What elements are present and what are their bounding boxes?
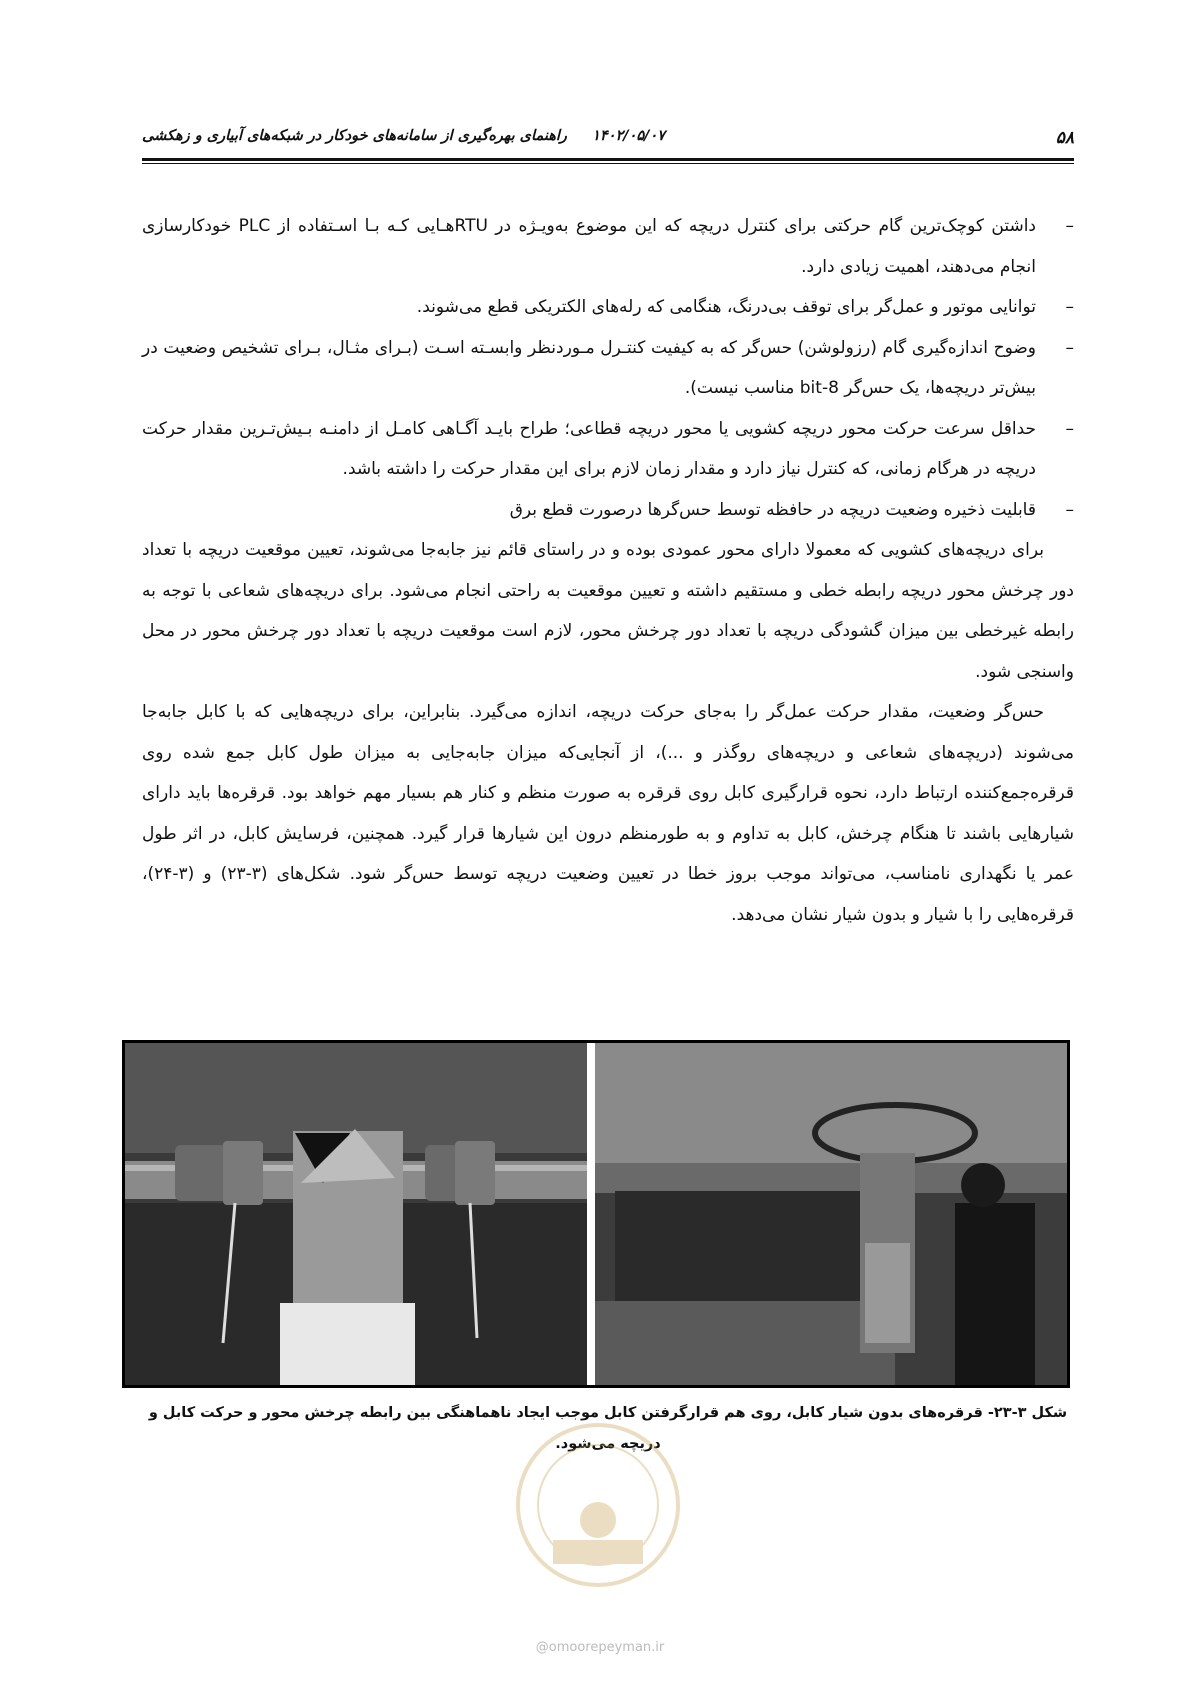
bullet-item — [142, 206, 1074, 287]
header-title: راهنمای بهره‌گیری از سامانه‌های خودکار در شبکه‌های آبیاری و زهکشی — [142, 128, 567, 144]
header-date: ۱۴۰۲/۰۵/۰۷ — [592, 128, 666, 144]
page-header — [142, 128, 1074, 150]
bullet-dash: – — [1065, 216, 1074, 236]
photo-gate-wheel — [595, 1043, 1067, 1385]
bullet-dash: – — [1065, 499, 1074, 520]
photo-drum-with-cables — [125, 1043, 587, 1385]
page-number: ۵۸ — [1055, 128, 1074, 148]
bullet-item — [142, 409, 1074, 490]
running-title — [142, 128, 665, 144]
bullet-item — [142, 287, 1074, 328]
paragraph: برای دریچه‌های کشویی که معمولا دارای محور عمودی بوده و در راستای قائم نیز جابه‌جا می‌شوند، تعیین موقعیت دریچه با تعداد دور چرخش محور دریچه رابطه خطی و مستقیم داشته و تعیین موقعیت به راحتی انجام می‌شود. برای دریچه‌های شعاعی با توجه به رابطه غیرخطی بین میزان گشودگی دریچه با تعداد دور چرخش محور، لازم است موقعیت دریچه با تعداد دور چرخش محور در محل واسنجی شود. — [142, 540, 1074, 682]
bullet-text: توانایی موتور و عمل‌گر برای توقف بی‌درنگ، هنگامی که رله‌های الکتریکی قطع می‌شوند. — [416, 297, 1036, 317]
watermark-seal — [513, 1420, 683, 1590]
bullet-dash: – — [1065, 418, 1074, 439]
paragraph: حس‌گر وضعیت، مقدار حرکت عمل‌گر را به‌جای حرکت دریچه، اندازه می‌گیرد. بنابراین، برای دریچه‌هایی که با کابل جابه‌جا می‌شوند (دریچه‌های شعاعی و دریچه‌های روگذر و ...)، از آنجایی‌که میزان جابه‌جایی به میزان طول کابل جمع شده روی قرقره‌جمع‌کننده ارتباط دارد، نحوه قرارگیری کابل روی قرقره به صورت منظم و کنار هم بسیار مهم خواهد بود. قرقره‌ها باید دارای شیارهایی باشند تا هنگام چرخش، کابل به تداوم و به طورمنظم درون این شیارها قرار گیرد. همچنین، فرسایش کابل، در اثر طول عمر یا نگهداری نامناسب، می‌تواند موجب بروز خطا در تعیین وضعیت دریچه توسط حس‌گر شود. شکل‌های (۳-۲۳) و (۳-۲۴)، قرقره‌هایی را با شیار و بدون شیار نشان می‌دهد. — [142, 702, 1074, 925]
header-rule-thick — [142, 158, 1074, 161]
bullet-item — [142, 328, 1074, 409]
figure-photos — [122, 1040, 1070, 1388]
figure-divider — [587, 1043, 595, 1385]
watermark-site: @omoorepeyman.ir — [535, 1640, 665, 1655]
bullet-dash: – — [1065, 297, 1074, 317]
bullet-text: وضوح اندازه‌گیری گام (رزولوشن) حس‌گر که به کیفیت کنتـرل مـوردنظر وابسـته اسـت (بـرای مثـال، بـرای تشخیص وضعیت در بیش‌تر دریچه‌ها، یک حس‌گر 8-bit مناسب نیست). — [142, 337, 1036, 398]
caption-text: قرقره‌های بدون شیار کابل، روی هم قرارگرفتن کابل موجب ایجاد ناهماهنگی بین رابطه چرخش محور و حرکت کابل و دریچه می‌شود. — [148, 1405, 983, 1452]
bullet-text: قابلیت ذخیره وضعیت دریچه در حافظه توسط حس‌گرها درصورت قطع برق — [509, 499, 1036, 520]
header-rule-thin — [142, 163, 1074, 164]
caption-label: شکل ۳-۲۳- — [987, 1405, 1068, 1421]
bullet-text: حداقل سرعت حرکت محور دریچه کشویی یا محور دریچه قطاعی؛ طراح بایـد آگـاهی کامـل از دامنـه بـیش‌تـرین مقدار حرکت دریچه در هرگام زمانی، که کنترل نیاز دارد و مقدار زمان لازم برای این مقدار حرکت را داشته باشد. — [142, 418, 1036, 479]
bullet-dash: – — [1065, 337, 1074, 358]
bullet-item — [142, 490, 1074, 531]
bullet-text: داشتن کوچک‌ترین گام حرکتی برای کنترل دریچه که این موضوع به‌ویـژه در RTUهـایی کـه بـا اسـتفاده از PLC خودکارسازی انجام می‌دهند، اهمیت زیادی دارد. — [142, 216, 1036, 277]
body-text — [142, 206, 1074, 935]
